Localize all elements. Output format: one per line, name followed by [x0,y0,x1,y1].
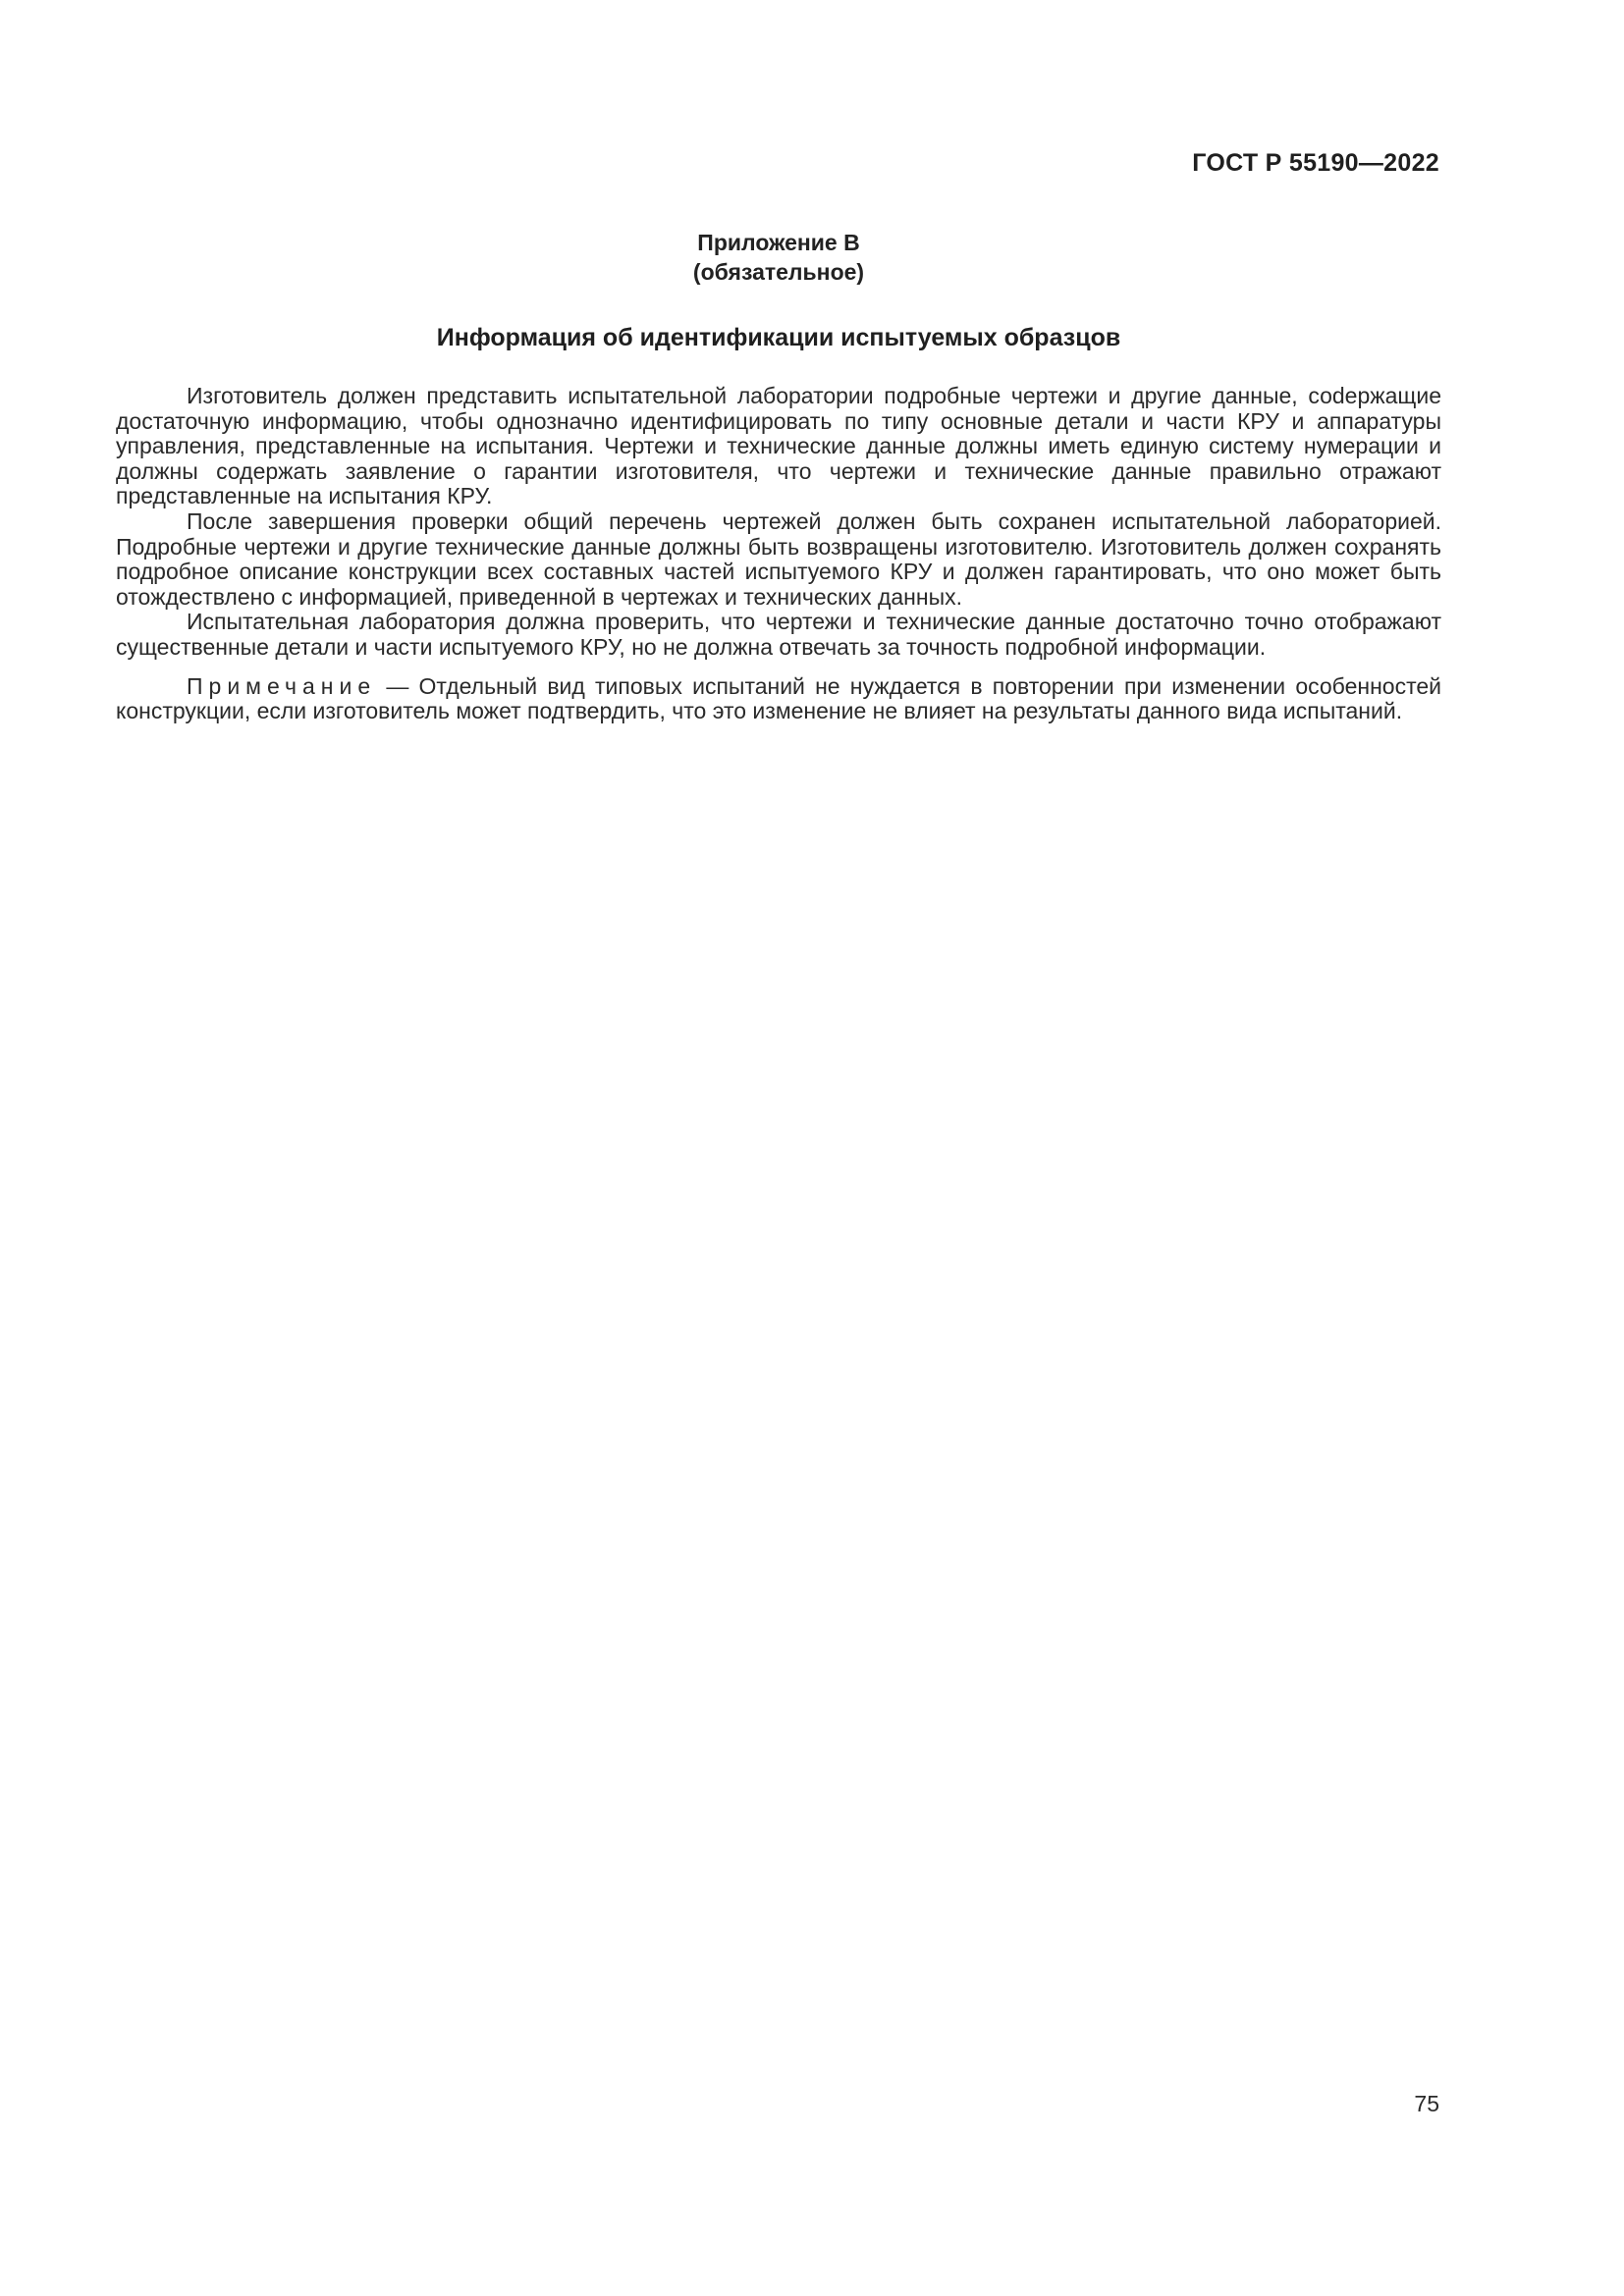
paragraph-2: После завершения проверки общий перечень чертежей должен быть сохранен испытательной лабораторией. Подробные чертежи и другие технические данные должны быть возвращены изготовителю. Изготовитель должен сохранять подробное описание конструкции всех составных частей испытуемого КРУ и должен гарантировать, что оно может быть отождествлено с информацией, приведенной в чертежах и технических данных. [116,507,1441,610]
annex-heading [116,228,1441,287]
note-text: — Отдельный вид типовых испытаний не нуждается в повторении при изменении особенностей конструкции, если изготовитель может подтвердить, что это изменение не влияет на результаты данного вида испытаний. [116,672,1441,724]
annex-title: Информация об идентификации испытуемых образцов [436,324,1121,351]
body-text [116,384,1441,724]
annex-status: (обязательное) [692,259,865,285]
annex-label: Приложение В [697,230,860,255]
paragraph-1: Изготовитель должен представить испытательной лаборатории подробные чертежи и другие данные, соdержащие достаточную информацию, чтобы однозначно идентифицировать по типу основные детали и части КРУ и аппаратуры управления, представленные на испытания. Чертежи и технические данные должны иметь единую систему нумерации и должны содержать заявление о гарантии изготовителя, что чертежи и технические данные правильно отражают представленные на испытания КРУ. [116,383,1441,509]
page-number: 75 [1414,2091,1439,2116]
standard-code: ГОСТ Р 55190—2022 [1192,149,1439,177]
note [116,674,1441,724]
note-label: Примечание [187,672,377,699]
paragraph-3: Испытательная лаборатория должна проверить, что чертежи и технические данные достаточно точно отображают существенные детали и части испытуемого КРУ, но не должна отвечать за точность подробной информации. [116,609,1441,660]
